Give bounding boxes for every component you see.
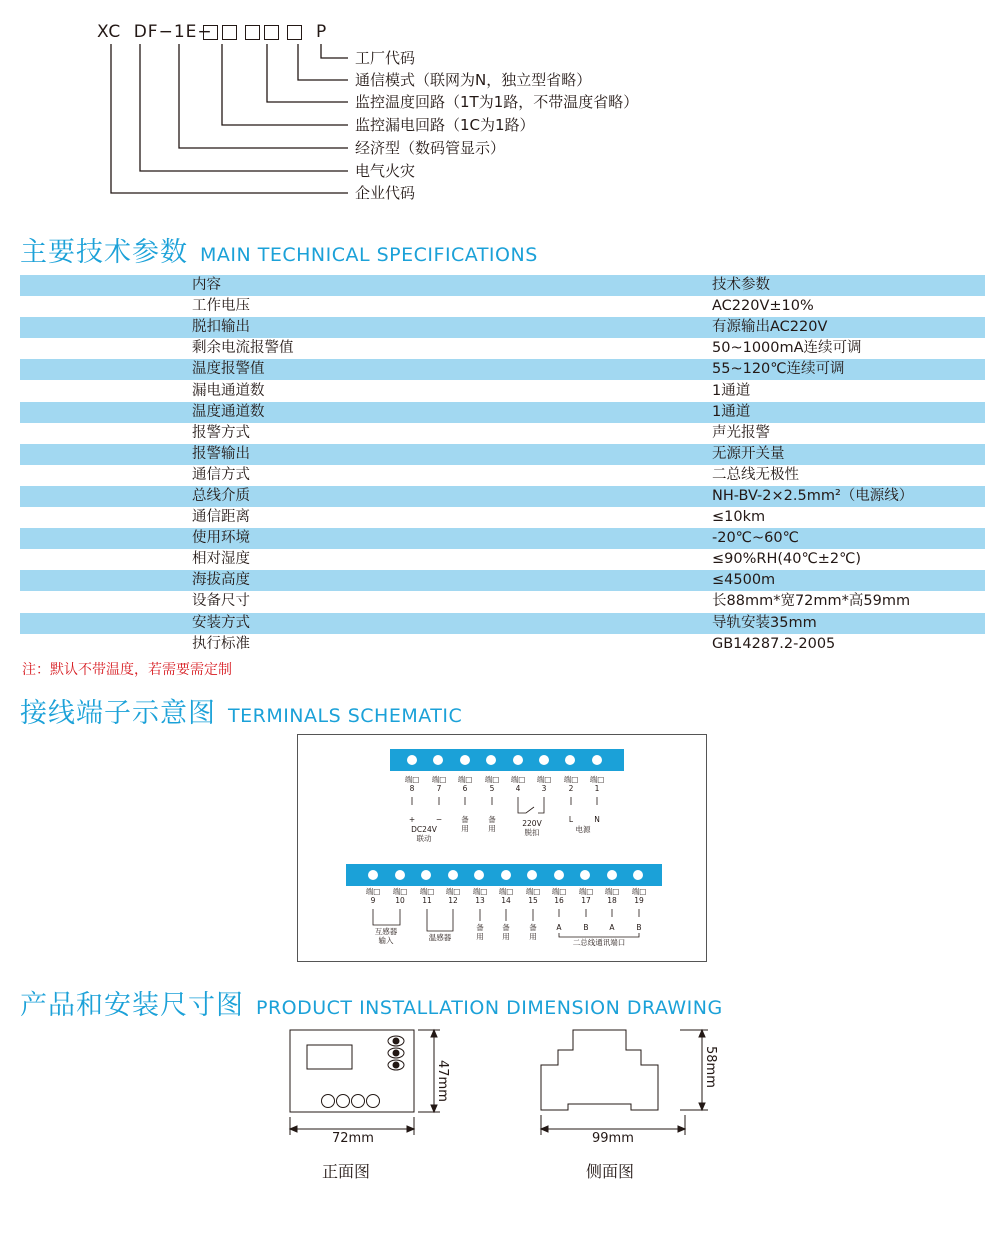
code-part2: DF: [133, 22, 159, 42]
group-label: 脱扣: [524, 828, 540, 837]
side-width-label: 99mm: [592, 1131, 634, 1146]
spec-value: 1通道: [712, 380, 985, 401]
terminal-bottom-15: 端□ 15: [525, 887, 541, 905]
front-view-display: [307, 1045, 352, 1069]
terminal-section-title: [20, 691, 462, 730]
spec-value: ≤10km: [712, 507, 985, 528]
spec-header-item: 内容: [20, 275, 712, 296]
spec-item: 剩余电流报警值: [20, 338, 712, 359]
group-spare-5: 备用: [488, 815, 496, 833]
terminal-number: 5: [489, 784, 495, 793]
spec-value: NH-BV-2×2.5mm²（电源线）: [712, 486, 985, 507]
code-label-leak-loop: 监控漏电回路（1C为1路）: [355, 116, 535, 134]
terminal-bottom-16: 端□ 16: [551, 887, 567, 905]
terminal-top-2: 端□ 2: [563, 775, 579, 793]
terminal-title-cn: 接线端子示意图: [20, 698, 216, 729]
code-suffix: P: [316, 22, 328, 42]
signal-a-16: A: [556, 923, 562, 932]
terminal-bottom-17: 端□ 17: [578, 887, 594, 905]
spec-table: [20, 275, 985, 655]
spec-row: [20, 296, 985, 317]
group-spare-6: 备用: [461, 815, 469, 833]
spec-item: 总线介质: [20, 486, 712, 507]
spec-value: 55~120℃连续可调: [712, 359, 985, 380]
terminal-number: 10: [395, 896, 405, 905]
group-label: 互感器: [374, 927, 398, 936]
code-dash-2: −: [197, 22, 213, 42]
spec-item: 脱扣输出: [20, 317, 712, 338]
signal-b-19: B: [636, 923, 642, 932]
group-spare-14: 备用: [502, 923, 510, 941]
code-label-comm-mode: 通信模式（联网为N，独立型省略）: [355, 71, 592, 89]
spec-item: 海拔高度: [20, 570, 712, 591]
spec-header-value: 技术参数: [712, 275, 985, 296]
signal-n: N: [594, 815, 600, 824]
signal-plus: +: [408, 815, 416, 824]
group-spare-13: 备用: [476, 923, 484, 941]
spec-row: [20, 317, 985, 338]
signal-a-18: A: [609, 923, 615, 932]
code-label-economy: 经济型（数码管显示）: [355, 139, 506, 157]
group-label: 联动: [416, 834, 432, 843]
spec-row: [20, 423, 985, 444]
spec-note: 注：默认不带温度，若需要需定制: [22, 662, 232, 678]
terminal-prefix: 端: [536, 775, 545, 784]
group-trip: [513, 819, 551, 837]
spec-value: -20℃~60℃: [712, 528, 985, 549]
front-height-label: 47mm: [435, 1060, 450, 1102]
group-label: 220V: [522, 819, 542, 828]
dimension-title-en: PRODUCT INSTALLATION DIMENSION DRAWING: [256, 997, 723, 1019]
terminal-top-1: 端□ 1: [589, 775, 605, 793]
terminal-number: 13: [475, 896, 485, 905]
spec-item: 设备尺寸: [20, 591, 712, 612]
spec-row: [20, 444, 985, 465]
spec-item: 报警方式: [20, 423, 712, 444]
dimension-drawings: [280, 1025, 720, 1145]
spec-item: 安装方式: [20, 613, 712, 634]
terminal-prefix: 端: [498, 887, 507, 896]
terminal-number: 11: [422, 896, 432, 905]
terminal-title-en: TERMINALS SCHEMATIC: [228, 705, 463, 727]
terminal-top-4: 端□ 4: [510, 775, 526, 793]
spec-item: 工作电压: [20, 296, 712, 317]
terminal-number: 4: [515, 784, 521, 793]
terminal-number: 19: [634, 896, 644, 905]
terminal-bottom-10: 端□ 10: [392, 887, 408, 905]
terminal-number: 15: [528, 896, 538, 905]
front-width-label: 72mm: [332, 1131, 374, 1146]
group-label: DC24V: [411, 825, 437, 834]
terminal-prefix: 端: [604, 887, 613, 896]
spec-row: [20, 507, 985, 528]
spec-value: 无源开关量: [712, 444, 985, 465]
spec-value: 50~1000mA连续可调: [712, 338, 985, 359]
terminal-prefix: 端: [392, 887, 401, 896]
spec-item: 通信方式: [20, 465, 712, 486]
terminal-bottom-9: 端□ 9: [365, 887, 381, 905]
code-part3: 1E: [173, 22, 198, 42]
spec-value: 二总线无极性: [712, 465, 985, 486]
front-view-caption: 正面图: [322, 1162, 371, 1181]
spec-row: [20, 613, 985, 634]
spec-value: 长88mm*宽72mm*高59mm: [712, 591, 985, 612]
terminal-prefix: 端: [419, 887, 428, 896]
spec-row: [20, 486, 985, 507]
terminal-prefix: 端: [510, 775, 519, 784]
side-view-caption: 侧面图: [586, 1162, 635, 1181]
terminal-prefix: 端: [445, 887, 454, 896]
spec-row: [20, 570, 985, 591]
terminal-prefix: 端: [578, 887, 587, 896]
terminal-bottom-18: 端□ 18: [604, 887, 620, 905]
terminal-top-6: 端□ 6: [457, 775, 473, 793]
spec-row: [20, 549, 985, 570]
terminal-prefix: 端: [457, 775, 466, 784]
front-view-button: [367, 1095, 380, 1108]
terminal-number: 9: [370, 896, 376, 905]
spec-row: [20, 591, 985, 612]
model-code-diagram: [0, 0, 1000, 215]
terminal-schematic: [297, 734, 707, 962]
code-label-electric-fire: 电气火灾: [355, 162, 416, 180]
dimension-title-cn: 产品和安装尺寸图: [20, 990, 244, 1021]
terminal-prefix: 端: [551, 887, 560, 896]
spec-item: 执行标准: [20, 634, 712, 655]
spec-value: ≤90%RH(40℃±2℃): [712, 549, 985, 570]
group-bus-port: 二总线通讯端口: [572, 938, 626, 947]
spec-value: 导轨安装35mm: [712, 613, 985, 634]
code-dash-1: −: [158, 22, 174, 42]
front-view-button: [337, 1095, 350, 1108]
terminal-number: 3: [541, 784, 547, 793]
code-label-factory: 工厂代码: [355, 49, 416, 67]
spec-item: 使用环境: [20, 528, 712, 549]
terminal-prefix: 端: [589, 775, 598, 784]
spec-header-row: [20, 275, 985, 296]
spec-row: [20, 338, 985, 359]
group-spare-15: 备用: [529, 923, 537, 941]
terminal-bottom-14: 端□ 14: [498, 887, 514, 905]
terminal-number: 12: [448, 896, 458, 905]
spec-value: 1通道: [712, 402, 985, 423]
terminal-number: 6: [462, 784, 468, 793]
group-ct-input: [366, 927, 406, 945]
terminal-number: 16: [554, 896, 564, 905]
terminal-prefix: 端: [563, 775, 572, 784]
signal-minus: −: [435, 815, 443, 824]
spec-title-cn: 主要技术参数: [20, 237, 188, 268]
terminal-prefix: 端: [525, 887, 534, 896]
terminal-number: 7: [436, 784, 442, 793]
spec-row: [20, 380, 985, 401]
terminal-top-5: 端□ 5: [484, 775, 500, 793]
spec-section-title: [20, 230, 538, 269]
spec-row: [20, 528, 985, 549]
terminal-prefix: 端: [365, 887, 374, 896]
terminal-bottom-13: 端□ 13: [472, 887, 488, 905]
spec-item: 相对湿度: [20, 549, 712, 570]
side-height-label: 58mm: [703, 1046, 718, 1088]
group-dc24v: [404, 825, 444, 843]
group-temp-sensor: 温感器: [428, 933, 452, 942]
spec-value: ≤4500m: [712, 570, 985, 591]
front-view-button: [352, 1095, 365, 1108]
terminal-bottom-11: 端□ 11: [419, 887, 435, 905]
side-view-body: [541, 1030, 658, 1110]
front-view-button: [322, 1095, 335, 1108]
terminal-prefix: 端: [431, 775, 440, 784]
terminal-number: 17: [581, 896, 591, 905]
terminal-number: 14: [501, 896, 511, 905]
spec-row: [20, 465, 985, 486]
terminal-prefix: 端: [631, 887, 640, 896]
spec-value: AC220V±10%: [712, 296, 985, 317]
terminal-number: 18: [607, 896, 617, 905]
spec-value: GB14287.2-2005: [712, 634, 985, 655]
terminal-top-7: 端□ 7: [431, 775, 447, 793]
group-power: 电源: [575, 825, 591, 834]
signal-b-17: B: [583, 923, 589, 932]
terminal-top-3: 端□ 3: [536, 775, 552, 793]
signal-l: L: [568, 815, 574, 824]
code-label-company: 企业代码: [355, 184, 416, 202]
terminal-number: 1: [594, 784, 600, 793]
spec-item: 温度通道数: [20, 402, 712, 423]
terminal-prefix: 端: [484, 775, 493, 784]
spec-item: 报警输出: [20, 444, 712, 465]
spec-value: 有源输出AC220V: [712, 317, 985, 338]
code-label-temp-loop: 监控温度回路（1T为1路，不带温度省略）: [355, 93, 639, 111]
spec-item: 漏电通道数: [20, 380, 712, 401]
spec-item: 通信距离: [20, 507, 712, 528]
terminal-bottom-19: 端□ 19: [631, 887, 647, 905]
spec-value: 声光报警: [712, 423, 985, 444]
dimension-section-title: [20, 983, 723, 1022]
terminal-number: 8: [409, 784, 415, 793]
terminal-prefix: 端: [404, 775, 413, 784]
spec-title-en: MAIN TECHNICAL SPECIFICATIONS: [200, 244, 538, 266]
spec-row: [20, 359, 985, 380]
terminal-prefix: 端: [472, 887, 481, 896]
terminal-top-8: 端□ 8: [404, 775, 420, 793]
spec-row: [20, 402, 985, 423]
terminal-bottom-12: 端□ 12: [445, 887, 461, 905]
spec-row: [20, 634, 985, 655]
terminal-number: 2: [568, 784, 574, 793]
spec-item: 温度报警值: [20, 359, 712, 380]
code-prefix: XC: [97, 22, 122, 42]
group-label: 输入: [378, 936, 394, 945]
